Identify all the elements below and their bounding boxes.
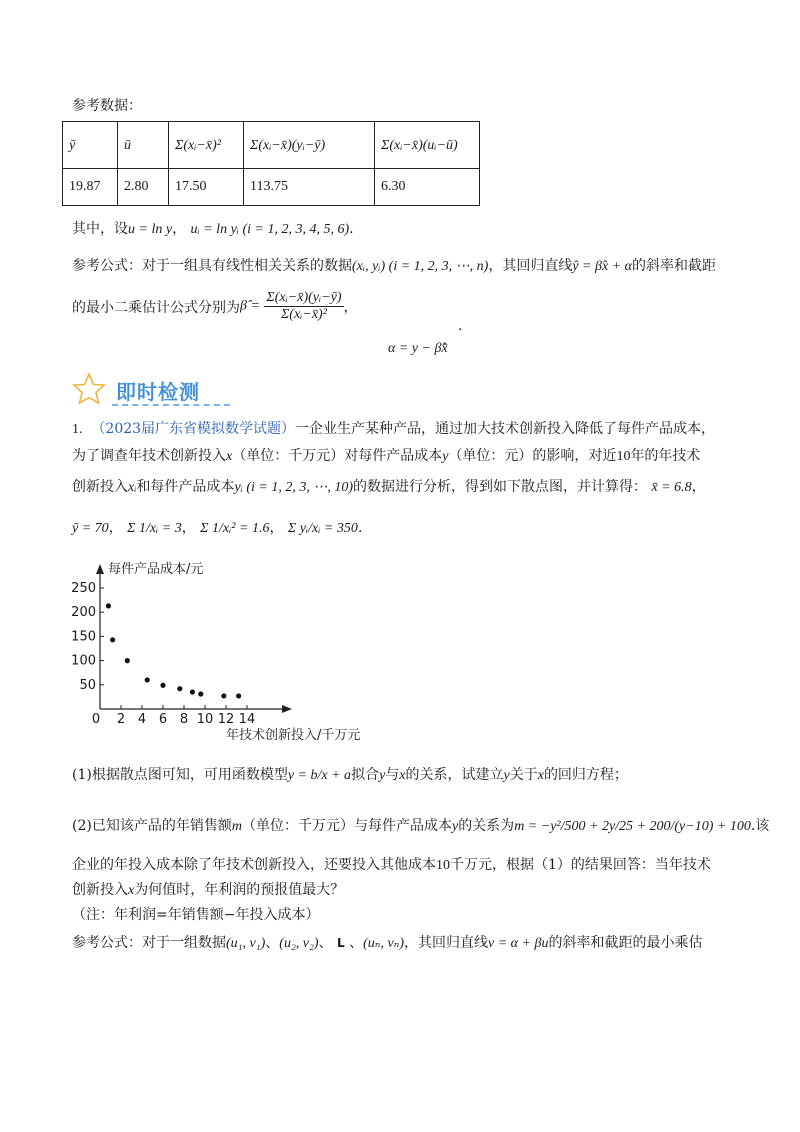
section-header bbox=[72, 372, 272, 408]
chart-xlabel: 年技术创新投入/千万元 bbox=[226, 728, 361, 743]
math-sum-2: Σ 1/xᵢ² = 1.6 bbox=[200, 521, 270, 536]
table-cell: 113.75 bbox=[244, 169, 375, 206]
problem-source: （2023届广东省模拟数学试题） bbox=[91, 421, 296, 437]
y-tick-label: 200 bbox=[71, 605, 96, 621]
text: 拟合 bbox=[351, 767, 380, 783]
text: 其中，设 bbox=[72, 221, 128, 237]
text: （单位：元）的影响，对近 bbox=[448, 448, 617, 464]
text: 千万元，根据（1）的结果回答：当年技术 bbox=[450, 857, 711, 873]
scatter-point bbox=[145, 677, 150, 682]
text: 参考公式：对于一组数据 bbox=[72, 935, 226, 951]
math-ui-def: uᵢ = ln yᵢ (i = 1, 2, 3, 4, 5, 6) bbox=[190, 222, 350, 237]
x-tick-label: 8 bbox=[179, 712, 189, 727]
math-model: y = b/x + a bbox=[287, 768, 352, 783]
scatter-point bbox=[198, 691, 203, 696]
title-underline bbox=[112, 404, 230, 406]
math-u-def: u = ln y bbox=[128, 222, 173, 237]
text: ， bbox=[343, 299, 358, 316]
text: 和每件产品成本 bbox=[136, 479, 235, 495]
text: ，其回归直线 bbox=[488, 258, 573, 274]
text: . bbox=[357, 520, 363, 536]
math-var: yᵢ (i = 1, 2, 3, ⋯, 10) bbox=[234, 480, 354, 495]
table-cell: 17.50 bbox=[169, 169, 244, 206]
scatter-point bbox=[110, 637, 115, 642]
table-header-cell: Σ(xᵢ−x̄)² bbox=[169, 122, 244, 169]
text: 企业的年投入成本除了年技术创新投入，还要投入其他成本 bbox=[72, 857, 436, 873]
text: 为了调查年技术创新投入 bbox=[72, 448, 226, 464]
y-axis-arrow bbox=[96, 564, 104, 574]
math-sum-3: Σ yᵢ/xᵢ = 350 bbox=[287, 521, 358, 536]
text: L bbox=[337, 936, 345, 950]
text: 的回归方程； bbox=[543, 767, 628, 783]
table-cell: 6.30 bbox=[375, 169, 480, 206]
text: 、 bbox=[349, 935, 364, 951]
math-pair: (u₁, v₁) bbox=[226, 936, 266, 951]
math-data-set: (xᵢ, yᵢ) (i = 1, 2, 3, ⋯, n) bbox=[352, 259, 489, 274]
math-sum-1: Σ 1/xᵢ = 3 bbox=[127, 521, 182, 536]
math-pair: (u₂, v₂) bbox=[279, 936, 319, 951]
problem-line-1 bbox=[72, 419, 715, 440]
text: 的关系为 bbox=[458, 818, 515, 834]
scatter-point bbox=[160, 683, 165, 688]
math-regression-line: v = α + βu bbox=[488, 936, 549, 951]
chart-points bbox=[106, 603, 241, 698]
table-cell: 19.87 bbox=[63, 169, 118, 206]
math-var: xᵢ bbox=[128, 480, 137, 495]
table-header-cell: ȳ bbox=[63, 122, 118, 169]
x-tick-label: 12 bbox=[217, 712, 235, 727]
text: ， bbox=[269, 520, 284, 536]
scatter-point bbox=[106, 603, 111, 608]
text: 为何值时，年利润的预报值最大？ bbox=[134, 882, 345, 898]
chart-ylabel: 每件产品成本/元 bbox=[108, 562, 204, 577]
text: 的数据进行分析，得到如下散点图，并计算得： bbox=[353, 479, 648, 495]
math-ybar: ȳ = 70 bbox=[72, 521, 109, 536]
note-line: （注：年利润=年销售额−年投入成本） bbox=[72, 907, 320, 923]
text: 一企业生产某种产品，通过加大技术创新投入降低了每件产品成本， bbox=[295, 421, 716, 437]
text: . bbox=[349, 221, 354, 237]
math-var: x bbox=[537, 768, 544, 783]
text: ， bbox=[172, 221, 187, 237]
text: 的最小二乘估计公式分别为 bbox=[72, 299, 240, 316]
text: ，其回归直线 bbox=[404, 935, 489, 951]
where-line bbox=[72, 219, 354, 240]
text: 的斜率和截距的最小乘估 bbox=[548, 935, 703, 951]
star-icon bbox=[72, 372, 106, 406]
problem-line-3 bbox=[72, 477, 706, 498]
x-tick-label: 4 bbox=[137, 712, 147, 727]
scatter-point bbox=[236, 693, 241, 698]
text: (2)已知该产品的年销售额 bbox=[72, 818, 232, 834]
math-var: x bbox=[399, 768, 406, 783]
math-xbar: x̄ = 6.8 bbox=[651, 480, 692, 495]
beta-fraction bbox=[264, 290, 343, 323]
scatter-chart bbox=[60, 560, 390, 750]
text: (1)根据散点图可知，可用函数模型 bbox=[72, 767, 288, 783]
math-beta-lhs: β̂ = bbox=[240, 298, 260, 314]
text: 创新投入 bbox=[72, 479, 128, 495]
math-var: y bbox=[503, 768, 510, 783]
text: 与 bbox=[385, 767, 400, 783]
fraction-denominator: Σ(xᵢ−x̄)² bbox=[280, 307, 327, 322]
math-var: m bbox=[231, 819, 242, 834]
text: 、 bbox=[318, 935, 333, 951]
scatter-point bbox=[190, 689, 195, 694]
section-title: 即时检测 bbox=[116, 380, 200, 404]
math-sales-formula: m = −y²/500 + 2y/25 + 200/(y−10) + 100 bbox=[514, 819, 751, 834]
x-tick-label: 6 bbox=[158, 712, 168, 727]
x-tick-label: 0 bbox=[91, 712, 101, 727]
text: 、 bbox=[265, 935, 280, 951]
chart-ticks bbox=[71, 581, 255, 727]
math-alpha-formula: α = y − β̂x̄ bbox=[388, 341, 448, 356]
scatter-point bbox=[221, 693, 226, 698]
text: 年的年技术 bbox=[630, 448, 701, 464]
text: （单位：千万元）对每件产品成本 bbox=[232, 448, 443, 464]
math-var: y bbox=[379, 768, 386, 783]
y-tick-label: 250 bbox=[71, 581, 96, 596]
problem-line-4 bbox=[72, 518, 362, 539]
text: 的关系，试建立 bbox=[405, 767, 504, 783]
text: 的斜率和截距 bbox=[632, 258, 716, 274]
table-header-cell: Σ(xᵢ−x̄)(uᵢ−ū) bbox=[375, 122, 480, 169]
reference-data-table bbox=[62, 121, 480, 206]
math-var: x bbox=[128, 883, 135, 898]
math-var: y bbox=[451, 819, 459, 834]
math-number: 10 bbox=[616, 449, 631, 464]
table-header-cell: ū bbox=[118, 122, 169, 169]
question-2-line-2 bbox=[72, 855, 711, 876]
text: .该 bbox=[750, 818, 770, 834]
text: （单位：千万元）与每件产品成本 bbox=[241, 818, 452, 834]
x-axis-arrow bbox=[282, 705, 292, 713]
formula-line bbox=[72, 256, 716, 277]
y-tick-label: 50 bbox=[79, 677, 96, 693]
table-header-cell: Σ(xᵢ−x̄)(yᵢ−ȳ) bbox=[244, 122, 375, 169]
ref-data-label: 参考数据： bbox=[72, 98, 142, 114]
math-number: 10 bbox=[436, 858, 450, 873]
question-2-line-3 bbox=[72, 880, 344, 901]
problem-line-2 bbox=[72, 446, 700, 467]
fraction-numerator: Σ(xᵢ−x̄)(yᵢ−ȳ) bbox=[266, 290, 342, 305]
x-tick-label: 2 bbox=[116, 712, 126, 727]
text: ， bbox=[181, 520, 196, 536]
scatter-point bbox=[177, 686, 182, 691]
text: 关于 bbox=[509, 767, 538, 783]
y-tick-label: 150 bbox=[71, 629, 96, 645]
text: ， bbox=[108, 520, 123, 536]
x-tick-label: 10 bbox=[196, 712, 214, 727]
scatter-point bbox=[125, 658, 130, 663]
text: 参考公式：对于一组具有线性相关关系的数据 bbox=[72, 258, 352, 274]
x-tick-label: 14 bbox=[238, 712, 256, 727]
math-var: x bbox=[226, 449, 233, 464]
math-var: y bbox=[442, 449, 449, 464]
table-cell: 2.80 bbox=[118, 169, 169, 206]
table-header-row bbox=[63, 122, 480, 169]
text: ， bbox=[691, 479, 706, 495]
text: . bbox=[458, 318, 463, 334]
math-pair: (uₙ, vₙ) bbox=[363, 936, 405, 951]
math-regression-line: ŷ = β̂x + α bbox=[572, 259, 632, 274]
text: 创新投入 bbox=[72, 882, 128, 898]
y-tick-label: 100 bbox=[71, 653, 96, 669]
question-2-line-1 bbox=[72, 816, 769, 837]
least-squares-line bbox=[72, 290, 358, 323]
last-formula-line bbox=[72, 933, 702, 954]
problem-number: 1. bbox=[72, 422, 83, 437]
table-row bbox=[63, 169, 480, 206]
question-1 bbox=[72, 765, 628, 786]
